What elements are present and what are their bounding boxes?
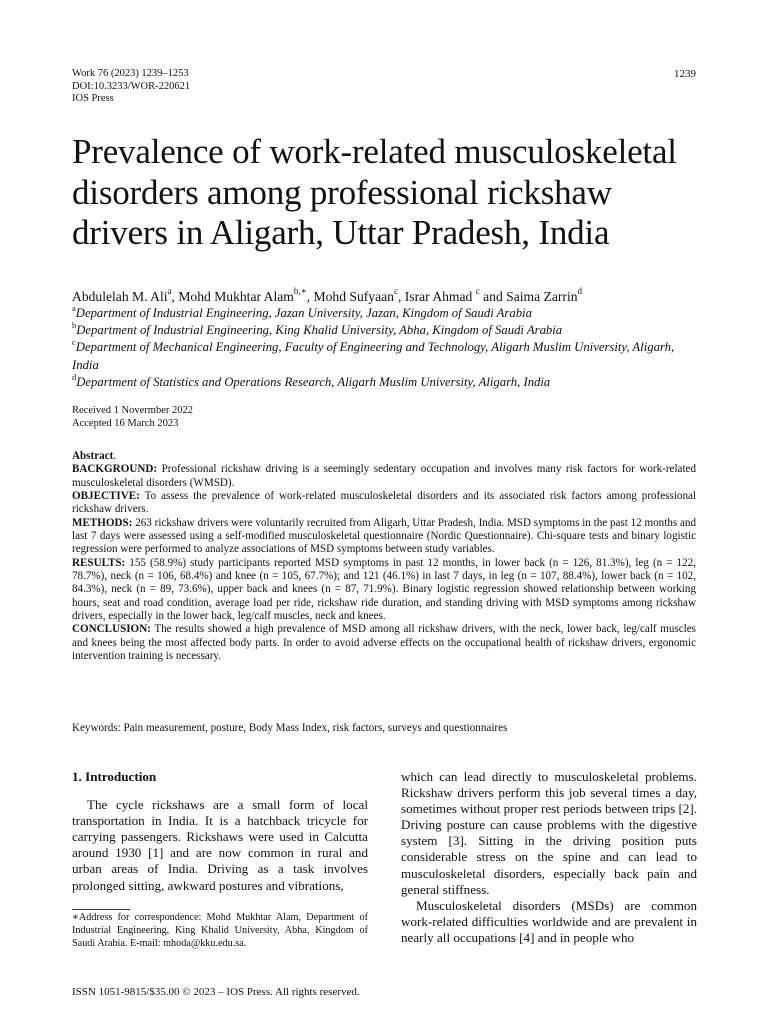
- publisher: IOS Press: [72, 93, 114, 105]
- received-date: Received 1 Novermber 2022: [72, 405, 194, 416]
- author-name: Saima Zarrin: [506, 289, 578, 304]
- abstract: [72, 450, 696, 664]
- right-column: [401, 769, 697, 946]
- title-line: Prevalence of work-related musculoskeletal: [72, 132, 677, 171]
- abstract-label: OBJECTIVE:: [72, 490, 140, 503]
- doi: DOI:10.3233/WOR-220621: [72, 80, 191, 92]
- journal-citation: Work 76 (2023) 1239–1253: [72, 68, 189, 79]
- author-name: Mohd Sufyaan: [313, 289, 394, 304]
- affiliation-mark: a: [72, 302, 76, 313]
- article-dates: [72, 405, 193, 430]
- abstract-conclusion: [72, 623, 696, 663]
- affiliation: [72, 371, 700, 391]
- copyright-footer: ISSN 1051-9815/$35.00 © 2023 – IOS Press. All rights reserved.: [72, 986, 360, 998]
- abstract-background: [72, 463, 696, 490]
- abstract-text: Professional rickshaw driving is a seemingly sedentary occupation and involves many risk factors for work-related musculoskeletal disorders (WMSD).: [72, 463, 696, 489]
- correspondence-footnote: ∗Address for correspondence: Mohd Mukhtar Alam, Department of Industrial Engineering, King Khalid University, Abha, Kingdom of Saudi Arabia. E-mail: mhoda@kku.edu.sa.: [72, 912, 368, 949]
- title-line: disorders among professional rickshaw: [72, 172, 612, 212]
- abstract-methods: [72, 517, 696, 557]
- body-paragraph: which can lead directly to musculoskeletal problems. Rickshaw drivers perform this job several times a day, sometimes without proper rest periods between trips [2]. Driving posture can cause problems with the digestive system [3]. Sitting in the driving position puts considerable stress on the spine and can lead to musculoskeletal disorders, especially back pain and general stiffness.: [401, 769, 697, 897]
- affiliation: [72, 302, 700, 322]
- journal-meta: [72, 68, 190, 106]
- author-name: Israr Ahmad: [404, 289, 476, 304]
- affiliation-text: Department of Statistics and Operations Research, Aligarh Muslim University, Aligarh, India: [76, 374, 551, 389]
- author-separator: ,: [397, 289, 405, 304]
- author-affil-mark: a: [167, 286, 172, 297]
- author-separator: ,: [306, 289, 314, 304]
- keywords: Keywords: Pain measurement, posture, Body Mass Index, risk factors, surveys and questionnaires: [72, 722, 508, 734]
- author-affil-mark: c: [393, 286, 398, 297]
- affiliations: [72, 302, 700, 391]
- author-list: [72, 288, 702, 306]
- affiliation-text: Department of Industrial Engineering, Jazan University, Jazan, Kingdom of Saudi Arabia: [75, 306, 532, 320]
- affiliation-text: Department of Mechanical Engineering, Faculty of Engineering and Technology, Aligarh Muslim University, Aligarh, India: [72, 340, 675, 372]
- accepted-date: Accepted 16 March 2023: [72, 417, 179, 429]
- abstract-label: BACKGROUND:: [72, 463, 158, 476]
- author-affil-mark: d: [577, 286, 583, 297]
- affiliation-mark: d: [72, 371, 77, 382]
- author-separator: and: [479, 289, 507, 304]
- title-line: drivers in Aligarh, Uttar Pradesh, India: [72, 213, 610, 252]
- abstract-label: RESULTS:: [72, 556, 126, 569]
- abstract-text: 263 rickshaw drivers were voluntarily recruited from Aligarh, Uttar Pradesh, India. MSD symptoms in the past 12 months and last 7 days were assessed using a self-modified musculoskeletal questionnaire (Nordic Questionnaire). Chi-square tests and binary logistic regression were performed to analyze associations of MSD symptoms between study variables.: [72, 516, 696, 556]
- abstract-text: The results showed a high prevalence of MSD among all rickshaw drivers, with the neck, lower back, leg/calf muscles and knees being the most affected body parts. In order to avoid adverse effects on the occupational health of rickshaw drivers, ergonomic intervention training is necessary.: [72, 623, 696, 663]
- left-column: [72, 769, 368, 894]
- affiliation-text: Department of Industrial Engineering, King Khalid University, Abha, Kingdom of Saudi Arabia: [76, 323, 563, 338]
- footnote-rule: [72, 909, 130, 910]
- affiliation: [72, 339, 700, 373]
- abstract-objective: [72, 490, 696, 517]
- abstract-heading: Abstract.: [72, 450, 117, 462]
- section-heading: 1. Introduction: [72, 769, 157, 784]
- abstract-results: [72, 557, 696, 624]
- article-title: [72, 132, 712, 254]
- author-affil-mark: b,∗: [293, 286, 307, 297]
- author-affil-mark: c: [475, 286, 480, 297]
- abstract-text: To assess the prevalence of work-related musculoskeletal disorders and its associated risk factors among professional rickshaw drivers.: [72, 490, 696, 516]
- abstract-text: 155 (58.9%) study participants reported MSD symptoms in past 12 months, in lower back (n = 126, 81.3%), leg (n = 122, 78.7%), neck (n = 106, 68.4%) and knee (n = 105, 67.7%); and 121 (46.1%) in last 7 days, in leg (n = 107, 88.4%), lower back (n = 102, 84.3%), neck (n = 89, 73.6%), upper back and knees (n = 87, 71.9%). Binary logistic regression showed relationship between working hours, seat and road condition, average load per ride, rickshaw ride duration, and standing driving with MSD symptoms among rickshaw drivers, especially in the lower back, leg/calf muscles, neck and knees.: [72, 556, 696, 623]
- abstract-label: METHODS:: [72, 516, 133, 529]
- author-name: Mohd Mukhtar Alam: [178, 289, 294, 304]
- author-name: Abdulelah M. Ali: [72, 289, 168, 304]
- page-number: 1239: [674, 68, 696, 80]
- affiliation: [72, 319, 700, 339]
- body-paragraph: The cycle rickshaws are a small form of local transportation in India. It is a hatchback tricycle for carrying passengers. Rickshaws were used in Calcutta around 1930 [1] and are now common in rural and urban areas of India. Driving as a task involves prolonged sitting, awkward postures and vibrations,: [72, 797, 368, 893]
- affiliation-mark: c: [72, 337, 76, 348]
- body-paragraph: Musculoskeletal disorders (MSDs) are common work-related difficulties worldwide and are prevalent in nearly all occupations [4] and in people who: [401, 897, 697, 945]
- author-separator: ,: [171, 289, 179, 304]
- affiliation-mark: b: [72, 319, 77, 330]
- abstract-label: CONCLUSION:: [72, 623, 151, 636]
